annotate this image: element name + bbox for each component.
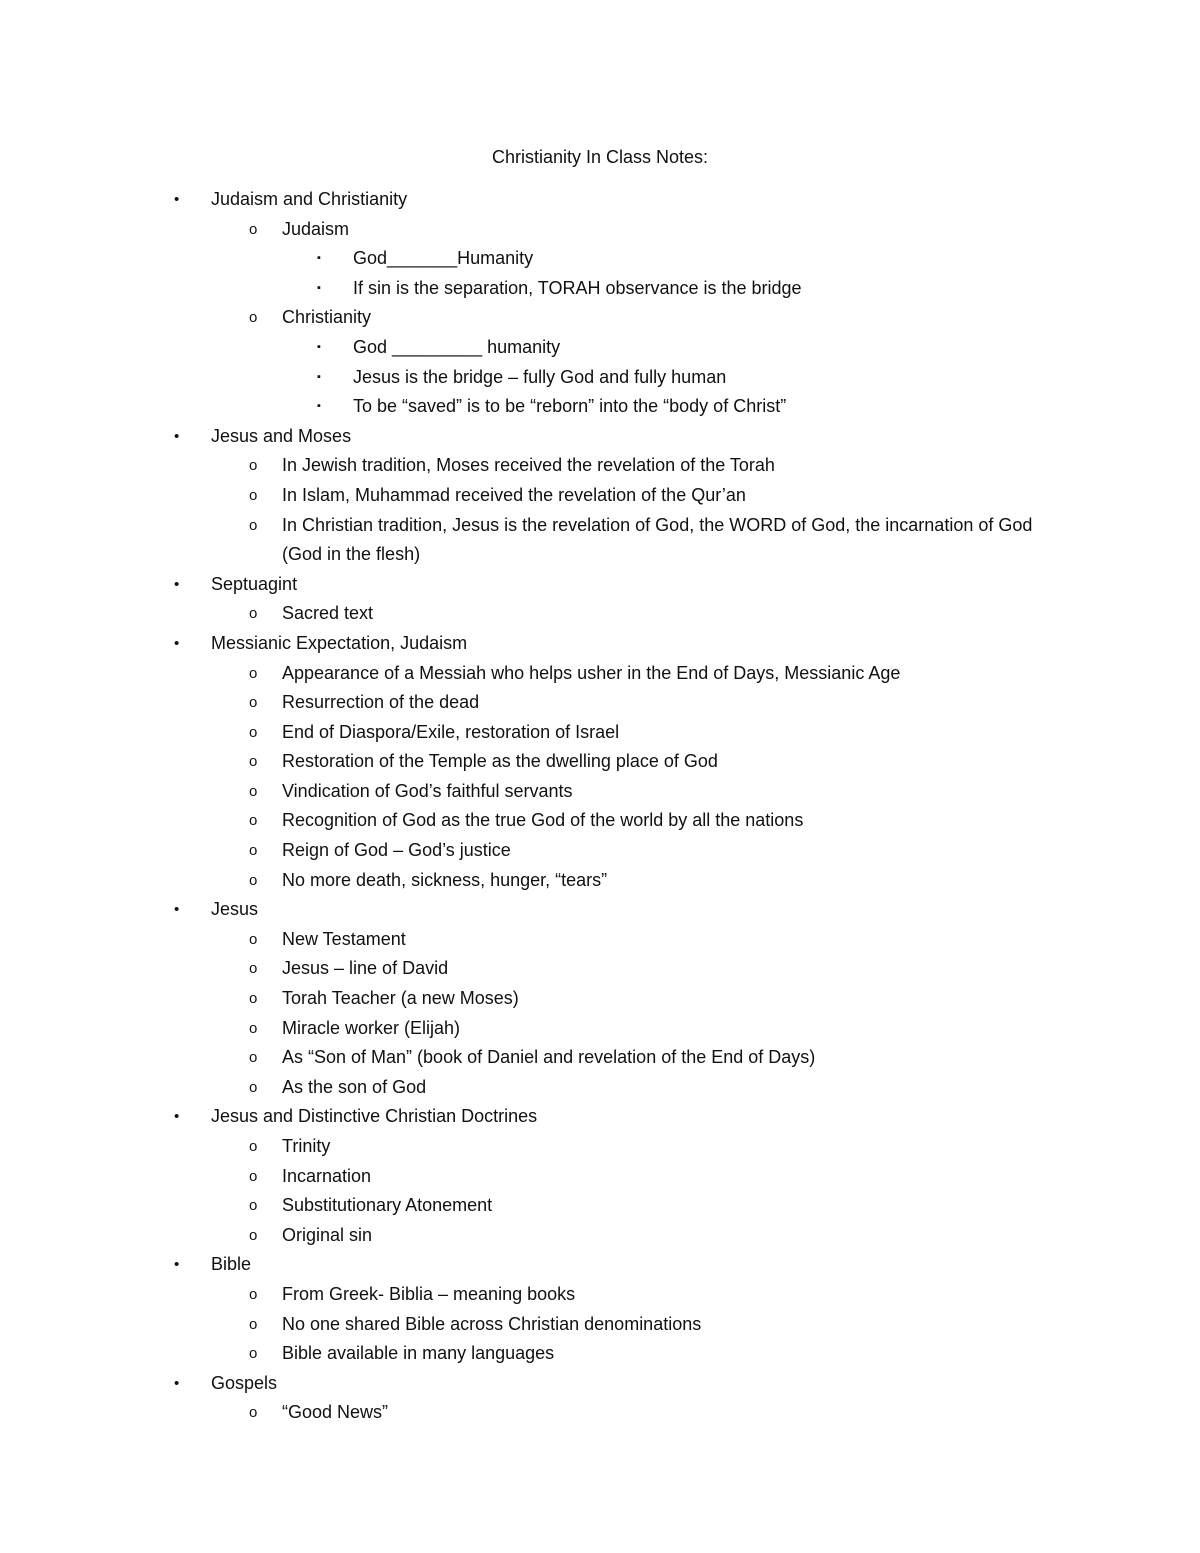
outline-subtopic	[0, 1221, 1200, 1251]
outline-item-text: As “Son of Man” (book of Daniel and revelation of the End of Days)	[282, 1047, 816, 1068]
outline-item-text: Jesus and Distinctive Christian Doctrines	[211, 1106, 538, 1127]
outline-subtopic	[0, 1310, 1200, 1340]
outline-item-text: Septuagint	[211, 573, 298, 594]
outline-subtopic	[0, 1339, 1200, 1369]
outline-item-text: Torah Teacher (a new Moses)	[282, 988, 519, 1009]
circle-bullet-icon: o	[249, 1167, 258, 1185]
circle-bullet-icon: o	[249, 309, 258, 327]
outline-subtopic	[0, 925, 1200, 955]
circle-bullet-icon: o	[249, 930, 258, 948]
circle-bullet-icon: o	[249, 1138, 258, 1155]
bullet-icon: •	[174, 427, 180, 445]
outline-item-text: Jesus is the bridge – fully God and fully human	[353, 366, 727, 387]
outline-item-text: Restoration of the Temple as the dwelling place of God	[282, 751, 718, 772]
outline-topic	[0, 1369, 1200, 1399]
outline-item-text: Gospels	[211, 1372, 278, 1393]
circle-bullet-icon: o	[249, 457, 258, 475]
outline-subtopic	[0, 511, 1042, 570]
outline-item-text: “Good News”	[282, 1402, 389, 1423]
outline-item-text: Judaism	[282, 218, 350, 239]
outline-subtopic	[0, 1162, 1200, 1192]
outline-item-text: If sin is the separation, TORAH observance is the bridge	[353, 277, 802, 298]
square-bullet-icon: ▪	[317, 340, 321, 353]
circle-bullet-icon: o	[249, 1226, 258, 1244]
outline-item-text: God _________ humanity	[353, 336, 561, 357]
outline-subtopic	[0, 984, 1200, 1014]
outline-subtopic	[0, 1191, 1200, 1221]
outline-topic	[0, 185, 1200, 215]
outline-item-text: Messianic Expectation, Judaism	[211, 632, 468, 653]
outline-subtopic	[0, 1014, 1200, 1044]
bullet-icon: •	[174, 1374, 180, 1392]
circle-bullet-icon: o	[249, 1315, 258, 1333]
square-bullet-icon: ▪	[317, 281, 321, 294]
outline-item-text: To be “saved” is to be “reborn” into the “body of Christ”	[353, 396, 787, 417]
outline-subtopic	[0, 599, 1200, 629]
document-title: Christianity In Class Notes:	[491, 147, 709, 167]
circle-bullet-icon: o	[249, 1049, 258, 1067]
outline-item-text: Resurrection of the dead	[282, 692, 480, 713]
outline-item-text: Original sin	[282, 1224, 373, 1245]
notes-outline	[0, 185, 1200, 1428]
circle-bullet-icon: o	[249, 782, 258, 800]
outline-detail	[0, 333, 1200, 363]
circle-bullet-icon: o	[249, 990, 258, 1008]
outline-subtopic	[0, 954, 1200, 984]
outline-topic	[0, 1102, 1200, 1132]
outline-subtopic	[0, 451, 1200, 481]
circle-bullet-icon: o	[249, 871, 258, 889]
outline-item-text: In Jewish tradition, Moses received the revelation of the Torah	[282, 455, 775, 476]
outline-item-text: Jesus – line of David	[282, 958, 449, 979]
bullet-icon: •	[174, 1108, 180, 1126]
circle-bullet-icon: o	[249, 1019, 258, 1037]
outline-item-text: Jesus	[211, 899, 259, 920]
outline-subtopic	[0, 777, 1200, 807]
outline-item-text: Jesus and Moses	[211, 425, 352, 446]
outline-subtopic	[0, 718, 1200, 748]
outline-subtopic	[0, 659, 1200, 689]
outline-item-text: Vindication of God’s faithful servants	[282, 780, 573, 801]
circle-bullet-icon: o	[249, 664, 258, 682]
bullet-icon: •	[174, 1256, 180, 1274]
outline-subtopic	[0, 303, 1200, 333]
circle-bullet-icon: o	[249, 605, 258, 623]
outline-item-text: Bible	[211, 1254, 252, 1275]
circle-bullet-icon: o	[249, 486, 258, 504]
outline-topic	[0, 422, 1200, 452]
outline-item-text: Christianity	[282, 307, 372, 328]
outline-item-text: Judaism and Christianity	[211, 189, 408, 209]
square-bullet-icon: ▪	[317, 400, 321, 413]
outline-item-text: Appearance of a Messiah who helps usher in the End of Days, Messianic Age	[282, 662, 901, 683]
outline-subtopic	[0, 1043, 1200, 1073]
outline-topic	[0, 895, 1200, 925]
outline-subtopic	[0, 806, 1200, 836]
circle-bullet-icon: o	[249, 1285, 258, 1303]
bullet-icon: •	[174, 634, 180, 652]
circle-bullet-icon: o	[249, 1197, 258, 1215]
bullet-icon: •	[174, 191, 180, 208]
outline-subtopic	[0, 1398, 1200, 1428]
circle-bullet-icon: o	[249, 694, 258, 712]
outline-detail	[0, 244, 1200, 274]
bullet-icon: •	[174, 901, 180, 919]
outline-item-text: In Islam, Muhammad received the revelation of the Qur’an	[282, 484, 746, 505]
outline-subtopic	[0, 1280, 1200, 1310]
outline-topic	[0, 1250, 1200, 1280]
outline-item-text: Trinity	[282, 1136, 331, 1156]
outline-item-text: In Christian tradition, Jesus is the revelation of God, the WORD of God, the incarnation of God (God in the flesh)	[282, 514, 1033, 565]
outline-item-text: End of Diaspora/Exile, restoration of Israel	[282, 721, 620, 742]
circle-bullet-icon: o	[249, 516, 258, 534]
outline-item-text: Incarnation	[282, 1165, 372, 1186]
outline-item-text: Recognition of God as the true God of the world by all the nations	[282, 810, 804, 831]
circle-bullet-icon: o	[249, 960, 258, 978]
circle-bullet-icon: o	[249, 1078, 258, 1096]
outline-item-text: God_______Humanity	[353, 248, 534, 269]
outline-subtopic	[0, 481, 1200, 511]
outline-detail	[0, 392, 1200, 422]
circle-bullet-icon: o	[249, 723, 258, 741]
circle-bullet-icon: o	[249, 220, 258, 238]
circle-bullet-icon: o	[249, 842, 258, 860]
outline-subtopic	[0, 747, 1200, 777]
outline-item-text: No more death, sickness, hunger, “tears”	[282, 869, 608, 890]
outline-detail	[0, 363, 1200, 393]
outline-subtopic	[0, 215, 1200, 245]
outline-item-text: No one shared Bible across Christian denominations	[282, 1313, 702, 1334]
square-bullet-icon: ▪	[317, 370, 321, 383]
outline-topic	[0, 570, 1200, 600]
outline-item-text: Reign of God – God’s justice	[282, 840, 511, 861]
outline-item-text: Miracle worker (Elijah)	[282, 1017, 461, 1038]
outline-item-text: Sacred text	[282, 603, 374, 624]
outline-item-text: As the son of God	[282, 1076, 427, 1097]
outline-subtopic	[0, 1132, 1200, 1162]
circle-bullet-icon: o	[249, 753, 258, 771]
circle-bullet-icon: o	[249, 812, 258, 830]
outline-item-text: New Testament	[282, 928, 406, 949]
outline-item-text: Substitutionary Atonement	[282, 1195, 493, 1216]
outline-item-text: From Greek- Biblia – meaning books	[282, 1283, 576, 1304]
outline-topic	[0, 629, 1200, 659]
outline-subtopic	[0, 688, 1200, 718]
outline-item-text: Bible available in many languages	[282, 1343, 555, 1364]
circle-bullet-icon: o	[249, 1404, 258, 1422]
outline-subtopic	[0, 836, 1200, 866]
outline-subtopic	[0, 866, 1200, 896]
square-bullet-icon: ▪	[317, 252, 321, 265]
outline-detail	[0, 274, 1200, 304]
outline-subtopic	[0, 1073, 1200, 1103]
circle-bullet-icon: o	[249, 1345, 258, 1363]
bullet-icon: •	[174, 575, 180, 593]
